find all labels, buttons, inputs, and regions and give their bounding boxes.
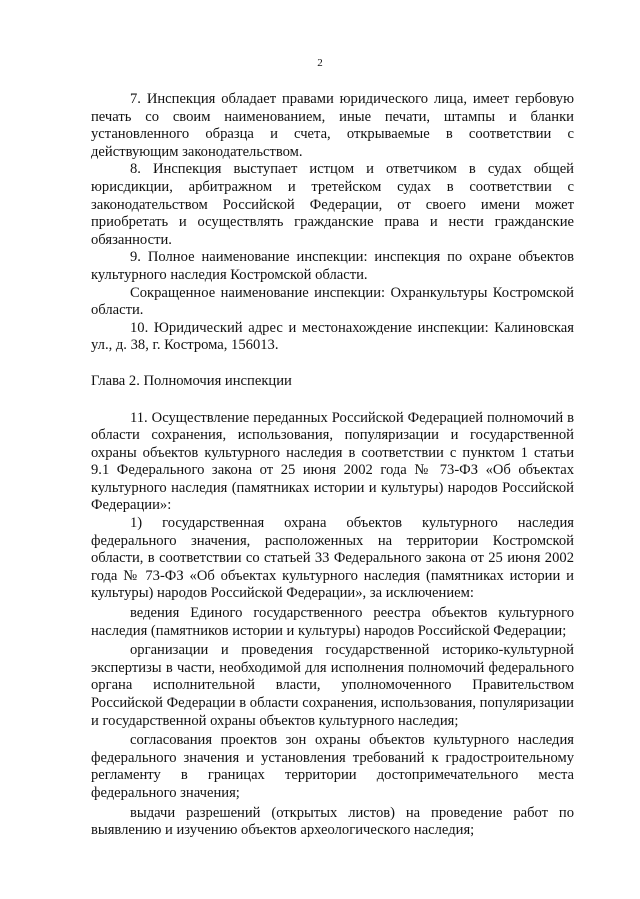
paragraph-9: 9. Полное наименование инспекции: инспекция по охране объектов культурного наследия Костромской области. (91, 249, 574, 283)
document-body (91, 91, 574, 840)
exception-permits: выдачи разрешений (открытых листов) на проведение работ по выявлению и изучению объектов археологического наследия; (91, 804, 574, 839)
exception-zones: согласования проектов зон охраны объектов культурного наследия федерального значения и установления требований к градостроительному регламенту в границах территории достопримечательного места федерального значения; (91, 732, 574, 801)
paragraph-10: 10. Юридический адрес и местонахождение инспекции: Калиновская ул., д. 38, г. Кострома, 156013. (91, 319, 574, 354)
page-number: 2 (317, 57, 323, 69)
chapter-heading: Глава 2. Полномочия инспекции (91, 372, 292, 389)
paragraph-8: 8. Инспекция выступает истцом и ответчиком в судах общей юрисдикции, арбитражном и третейском судах в соответствии с законодательством Российской Федерации, от своего имени может приобретать и осуществлять гражданские права и нести гражданские обязанности. (91, 161, 574, 248)
paragraph-short-name: Сокращенное наименование инспекции: Охранкультуры Костромской области. (91, 284, 574, 319)
subitem-1: 1) государственная охрана объектов культурного наследия федерального значения, расположенных на территории Костромской области, в соответствии со статьей 33 Федерального закона от 25 июня 2002 года № 73-ФЗ «Об объектах культурного наследия (памятниках истории и культуры) народов Российской Федерации», за исключением: (91, 515, 574, 602)
exception-expertise: организации и проведения государственной историко-культурной экспертизы в части, необходимой для исполнения полномочий федерального органа исполнительной власти, уполномоченного Правительством Российской Федерации в области сохранения, использования, популяризации и государственной охраны объектов культурного наследия; (91, 642, 574, 729)
paragraph-7: 7. Инспекция обладает правами юридического лица, имеет гербовую печать со своим наименованием, иные печати, штампы и бланки установленного образца и счета, открываемые в соответствии с действующим законодательством. (91, 91, 574, 160)
paragraph-11: 11. Осуществление переданных Российской Федерацией полномочий в области сохранения, использования, популяризации и государственной охраны объектов культурного наследия в соответствии с пунктом 1 статьи 9.1 Федерального закона от 25 июня 2002 года № 73-ФЗ «Об объектах культурного наследия (памятниках истории и культуры) народов Российской Федерации»: (91, 409, 574, 514)
exception-registry: ведения Единого государственного реестра объектов культурного наследия (памятников истории и культуры) народов Российской Федерации; (91, 605, 574, 639)
